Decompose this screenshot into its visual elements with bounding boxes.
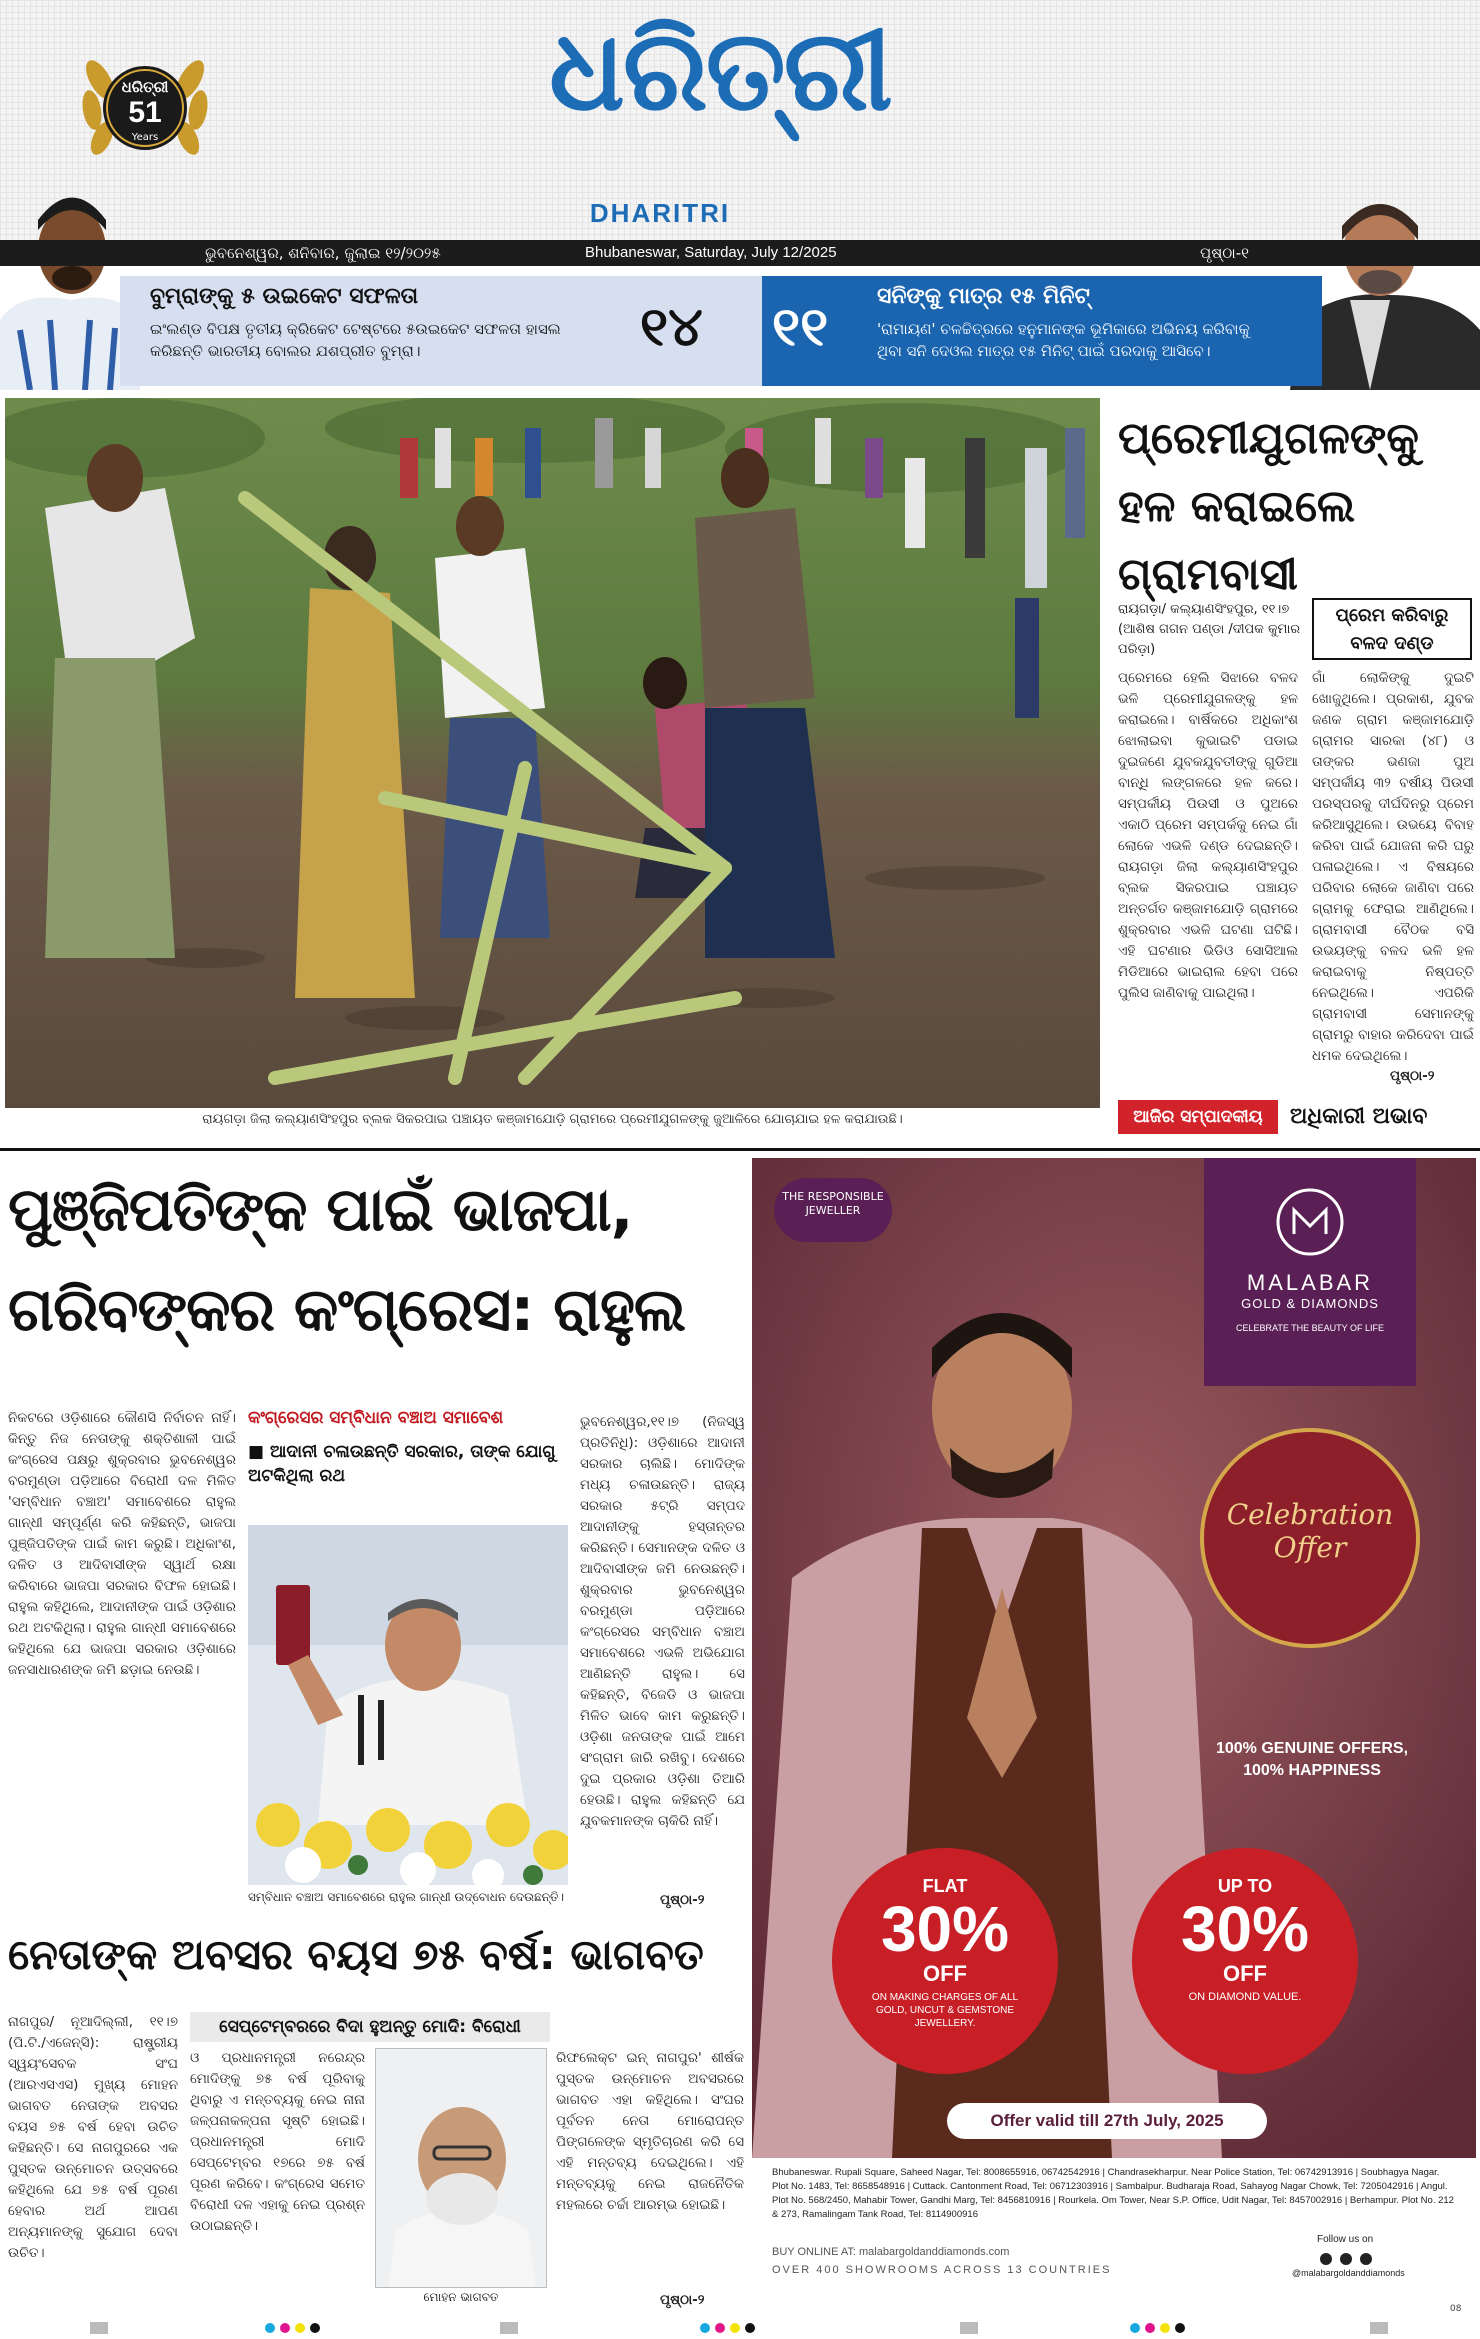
offer1-value: 30% [880,1893,1010,1965]
offer2-off: OFF [1223,1961,1267,1986]
brand-name: MALABAR [1246,1270,1374,1295]
newspaper-logo[interactable]: ଧରିତ୍ରୀ [549,6,891,136]
black-dot [1175,2323,1185,2333]
black-dot [745,2323,755,2333]
diamond-value-offer[interactable] [1132,1848,1358,2074]
teaser-bar [0,276,1480,386]
social-handle[interactable]: @malabargoldanddiamonds [1292,2268,1405,2278]
lead-story-continued[interactable]: ପୃଷ୍ଠା-୨ [660,1892,705,1908]
cyan-dot [1130,2323,1140,2333]
sports-teaser-text: ଇଂଲଣ୍ଡ ବିପକ୍ଷ ତୃତୀୟ କ୍ରିକେଟ ଟେଷ୍ଟରେ ୫ଉଇକେଟ ସଫଳତା ହାସଲ କରିଛନ୍ତି ଭାରତୀୟ ବୋଲର ଯଶପ୍ରୀତ ବୁମ୍ରା। [150,320,561,360]
genuine-line1: 100% GENUINE OFFERS, [1215,1740,1409,1757]
magenta-dot [280,2323,290,2333]
malabar-gold-ad[interactable] [752,1158,1476,2288]
celebration-line1: Celebration [1226,1498,1394,1531]
anniversary-number: 51 [128,96,162,129]
yellow-dot [1160,2323,1170,2333]
top-story-body-col2: ଗାଁ ଲୋକିଙ୍କୁ ଦୁଇଟି ଖୋଜୁଥିଲେ। ପ୍ରକାଶ, ଯୁବକ ଜଣକ ଗ୍ରାମ କଞ୍ଜାମଯୋଡ଼ି ଗ୍ରାମର ସାରକା (୪୮) ଓ ତାଙ୍କର ଭଣଜା ପୁଅ ସମ୍ପର୍କୀୟ ୩୨ ବର୍ଷୀୟ ପିଉସୀ ପରସ୍ପରକୁ ଦୀର୍ଘଦିନରୁ ପ୍ରେମ କରିଆସୁଥିଲେ। ଉଭୟେ ବିବାହ କରିବା ପାଇଁ ଯୋଜନା କରି ଘରୁ ପଳାଇଥିଲେ। ଏ ବିଷୟରେ ପରିବାର ଲୋକେ ଜାଣିବା ପରେ ଗ୍ରାମକୁ ଫେରାଇ ଆଣିଥିଲେ। ଗ୍ରାମବାସୀ ବୈଠକ ବସି ଉଭୟଙ୍କୁ ବଳଦ ଭଳି ହଳ କରାଇବାକୁ ନିଷ୍ପତ୍ତି ନେଇଥିଲେ। ଏପରିକି ଗ୍ରାମବାସୀ ସେମାନଙ୍କୁ ଗ୍ରାମରୁ ବାହାର କରିଦେବା ପାଇଁ ଧମକ ଦେଇଥିଲେ। [1312,670,1474,1063]
top-story-body-col1: ପ୍ରେମରେ ହେଲି ସିଝାରେ ବଳଦ ଭଳି ପ୍ରେମୀଯୁଗଳଙ୍କୁ ହଳ କରାଇଲେ। ବାର୍ଷିକରେ ଅଧିକାଂଶ ଝୋଲାଇବା କୁଭାଇଟି ପଡାଇ ଦୁଇଜଣେ ଯୁବକଯୁବତୀଙ୍କୁ ଗୁଡିଆ ବାନ୍ଧି ଲଙ୍ଗଳରେ ହଳ କରେ। ସମ୍ପର୍କୀୟ ପିଉସୀ ଓ ପୁଅରେ ଏକାଠି ପ୍ରେମ ସମ୍ପର୍କକୁ ନେଇ ଗାଁ ଲୋକେ ଏଭଳି ଦଣ୍ଡ ଦେଇଛନ୍ତି। ରାୟଗଡ଼ା ଜିଲା କଲ୍ୟାଣସିଂହପୁର ବ୍ଲକ ସିକରପାଇ ପଞ୍ଚାୟତ ଅନ୍ତର୍ଗତ କଞ୍ଜାମଯୋଡ଼ି ଗ୍ରାମରେ ଶୁକ୍ରବାର ଏଭଳି ଘଟଣା ଘଟିଛି। ଏହି ଘଟଣାର ଭିଡିଓ ସୋସିଆଲ ମିଡିଆରେ ଭାଇରାଲ ହେବା ପରେ ପୁଲିସ ଜାଣିବାକୁ ପାଇଥିଲା। [1118,670,1298,1001]
print-registration-marks [0,2304,1480,2339]
cyan-dot [265,2323,275,2333]
top-story-photo-caption: ରାୟଗଡ଼ା ଜିଲା କଲ୍ୟାଣସିଂହପୁର ବ୍ଲକ ସିକରପାଇ ପଞ୍ଚାୟତ କଞ୍ଜାମଯୋଡ଼ି ଗ୍ରାମରେ ପ୍ରେମୀଯୁଗଳଙ୍କୁ ଜୁଆଳିରେ ଯୋଚାଯାଇ ହଳ କରାଯାଉଛି। [202,1112,903,1127]
rahul-gandhi-photo [248,1525,568,1885]
anniversary-years: Years [131,132,159,143]
store-addresses: Bhubaneswar. Rupali Square, Saheed Nagar, Tel: 8008655916, 06742542916 | Chandrasekharpur. Near Police Station, Tel: 06742913916 | Soubhagya Nagar. Plot No. 1483, Tel: 8658548916 | Cuttack. Cantonment Road, Tel: 06712303916 | Sambalpur. Budharaja Road, Sahayog Nagar Chowk, Tel: 7205042916 | Angul. Plot No. 568/2450, Mahabir Tower, Gandhi Marg, Tel: 8456810916 | Rourkela. Om Tower, Near S.P. Office, Udit Nagar, Tel: 8457002916 | Berhampur. Plot No. 212 & 273, Ramalingam Tank Road, Tel: 8114900916 [772,2167,1454,2220]
registration-square [90,2322,108,2334]
page-code: 08 [1450,2304,1462,2314]
showrooms-text: OVER 400 SHOWROOMS ACROSS 13 COUNTRIES [772,2264,1112,2276]
magenta-dot [1145,2323,1155,2333]
lead-story-subhead: ■ ଆଦାନୀ ଚଳାଉଛନ୍ତି ସରକାର, ତାଙ୍କ ଯୋଗୁ ଅଟକିଥିଲା ରଥ [248,1442,556,1486]
editorial-label: ଆଜିର ସମ୍ପାଦକୀୟ [1118,1100,1278,1134]
yellow-dot [295,2323,305,2333]
film-teaser-page: ୧୧ [772,295,829,358]
celebration-offer-badge [1200,1428,1420,1648]
instagram-icon[interactable] [1340,2253,1352,2265]
offer2-value: 30% [1180,1893,1310,1965]
brand-tagline: CELEBRATE THE BEAUTY OF LIFE [1235,1323,1385,1333]
lead-headline-line1: ପୁଞ୍ଜିପତିଙ୍କ ପାଇଁ ଭାଜପା, [8,1175,633,1245]
yellow-dot [730,2323,740,2333]
top-story-photo [5,398,1100,1108]
responsible-jeweller-badge: THE RESPONSIBLE JEWELLER [774,1178,892,1242]
dateline-bar [0,240,1480,266]
black-dot [310,2323,320,2333]
follow-us-text: Follow us on [1317,2234,1374,2245]
celebration-line2: Offer [1273,1531,1347,1564]
anniversary-badge [70,40,220,170]
top-story-subhead: ପ୍ରେମ କରିବାରୁ ବଳଦ ଦଣ୍ଡ [1312,598,1472,660]
offer1-desc: ON MAKING CHARGES OF ALL GOLD, UNCUT & GEMSTONE JEWELLERY. [871,1992,1019,2029]
film-teaser-headline: ସନିଙ୍କୁ ମାତ୍ର ୧୫ ମିନିଟ୍ [877,284,1090,309]
rahul-photo-caption: ସମ୍ବିଧାନ ବଞ୍ଚାଅ ସମାବେଶରେ ରାହୁଲ ଗାନ୍ଧୀ ଉଦ୍‌ବୋଧନ ଦେଉଛନ୍ତି। [248,1890,565,1904]
second-story-body-col1: ନାଗପୁର/ ନୂଆଦିଲ୍ଲୀ, ୧୧।୭ (ପି.ଟି./ଏଜେନ୍ସି): ରାଷ୍ଟ୍ରୀୟ ସ୍ୱୟଂସେବକ ସଂଘ (ଆରଏସଏସ) ମୁଖ୍ୟ ମୋହନ ଭାଗବତ ନେତାଙ୍କ ଅବସର ବୟସ ୭୫ ବର୍ଷ ହେବା ଉଚିତ କହିଛନ୍ତି। ସେ ନାଗପୁରରେ ଏକ ପୁସ୍ତକ ଉନ୍ମୋଚନ ଉତ୍ସବରେ କହିଥିଲେ ଯେ ୭୫ ବର୍ଷ ପୂରଣ ହେବାର ଅର୍ଥ ଆପଣ ଅନ୍ୟମାନଙ୍କୁ ସୁଯୋଗ ଦେବା ଉଚିତ। [8,2014,178,2261]
lead-story-headline[interactable] [8,1160,743,1360]
lead-headline-line2: ଗରିବଙ୍କର କଂଗ୍ରେସ: ରାହୁଲ [8,1275,686,1345]
page-number: ପୃଷ୍ଠା-୧ [1200,244,1249,262]
brand-sub: GOLD & DIAMONDS [1241,1296,1379,1311]
divider [0,1148,1480,1151]
offer1-top: FLAT [922,1876,968,1896]
second-story-continued[interactable]: ପୃଷ୍ଠା-୨ [660,2292,705,2308]
second-story-body-col2: ଓ ପ୍ରଧାନମନ୍ତ୍ରୀ ନରେନ୍ଦ୍ର ମୋଦିଙ୍କୁ ୭୫ ବର୍ଷ ପୂରିବାକୁ ଥିବାରୁ ଏ ମନ୍ତବ୍ୟକୁ ନେଇ ନାନା ଜଳ୍ପନାକଳ୍ପନା ସୃଷ୍ଟି ହୋଇଛି। ପ୍ରଧାନମନ୍ତ୍ରୀ ମୋଦି ସେପ୍ଟେମ୍ବର ୧୭ରେ ୭୫ ବର୍ଷ ପୂରଣ କରିବେ। କଂଗ୍ରେସ ସମେତ ବିରୋଧୀ ଦଳ ଏହାକୁ ନେଇ ପ୍ରଶ୍ନ ଉଠାଇଛନ୍ତି। [190,2050,365,2234]
registration-square [1370,2322,1388,2334]
registration-square [960,2322,978,2334]
offer-validity: Offer valid till 27th July, 2025 [947,2103,1267,2139]
dateline-english: Bhubaneswar, Saturday, July 12/2025 [585,244,837,261]
editorial-strip[interactable] [1118,1100,1478,1134]
top-story-byline: ରାୟଗଡ଼ା/ କଲ୍ୟାଣସିଂହପୁର, ୧୧।୭ (ଆଶିଷ ଗଗନ ପଣ୍ଡା /ଦୀପକ କୁମାର ପରିଡ଼ା) [1118,602,1301,657]
newspaper-logo-latin: DHARITRI [589,198,731,228]
top-story-headline[interactable]: ପ୍ରେମୀଯୁଗଳଙ୍କୁ ହଳ କରାଇଲେ ଗ୍ରାମବାସୀ [1118,413,1419,600]
film-teaser[interactable] [762,276,1322,386]
film-teaser-text: 'ରାମାୟଣ' ଚଳଚ୍ଚିତ୍ରରେ ହନୁମାନଙ୍କ ଭୂମିକାରେ ଅଭିନୟ କରିବାକୁ ଥିବା ସନି ଦେଓଲ ମାତ୍ର ୧୫ ମିନିଟ୍ ପାଇଁ ପରଦାକୁ ଆସିବେ। [877,320,1250,360]
offer2-desc: ON DIAMOND VALUE. [1188,1991,1302,2003]
offer1-off: OFF [923,1961,967,1986]
malabar-logo-icon [1274,1186,1346,1258]
editorial-title: ଅଧିକାରୀ ଅଭାବ [1290,1104,1428,1129]
bhagwat-photo-caption: ମୋହନ ଭାଗବତ [423,2290,499,2304]
malabar-brand-box[interactable] [1204,1158,1416,1386]
lead-story-body-col2: ଭୁବନେଶ୍ୱର,୧୧।୭ (ନିଜସ୍ୱ ପ୍ରତିନିଧି): ଓଡ଼ିଶାରେ ଆଦାନୀ ସରକାର ଚାଲିଛି। ମୋଦିଙ୍କ ମଧ୍ୟ ଚଳାଉଛନ୍ତି। ରାଜ୍ୟ ସରକାର ୫ଟ୍ରି ସମ୍ପଦ ଆଦାନୀଙ୍କୁ ହସ୍ତାନ୍ତର କରିଛନ୍ତି। ସେମାନଙ୍କ ଦଳିତ ଓ ଆଦିବାସୀଙ୍କ ଜମି ନେଉଛନ୍ତି। ଶୁକ୍ରବାର ଭୁବନେଶ୍ୱର ବରମୁଣ୍ଡା ପଡ଼ିଆରେ କଂଗ୍ରେସର ସମ୍ବିଧାନ ବଞ୍ଚାଅ ସମାବେଶରେ ଏଭଳି ଅଭିଯୋଗ ଆଣିଛନ୍ତି ରାହୁଲ। ସେ କହିଛନ୍ତି, ବିଜେଡି ଓ ଭାଜପା ମିଳିତ ଭାବେ କାମ କରୁଛନ୍ତି। ଓଡ଼ିଶା ଜନତାଙ୍କ ପାଇଁ ଆମେ ସଂଗ୍ରାମ ଜାରି ରଖିବୁ। ଦେଶରେ ଦୁଇ ପ୍ରକାର ଓଡ଼ିଶା ତିଆରି ହେଉଛି। ରାହୁଲ କହିଛନ୍ତି ଯେ ଯୁବକମାନଙ୍କ ଚାକିରି ନାହିଁ। [580,1414,745,1829]
second-story-body-col3: ରିଫଲେକ୍ଟ ଇନ୍ ନାଗପୁର' ଶୀର୍ଷକ ପୁସ୍ତକ ଉନ୍ମୋଚନ ଅବସରରେ ଭାଗବତ ଏହା କହିଥିଲେ। ସଂଘର ପୂର୍ବତନ ନେତା ମୋରୋପନ୍ତ ପିଙ୍ଗଳେଙ୍କ ସ୍ମୃତିଚାରଣ କରି ସେ ଏହି ମନ୍ତବ୍ୟ ଦେଇଥିଲେ। ଏହି ମନ୍ତବ୍ୟକୁ ନେଇ ରାଜନୈତିକ ମହଲରେ ଚର୍ଚ୍ଚା ଆରମ୍ଭ ହୋଇଛି। [556,2050,744,2213]
buy-online-text[interactable]: BUY ONLINE AT: malabargoldanddiamonds.com [772,2246,1010,2258]
genuine-offers-text [1192,1738,1432,1782]
registration-square [500,2322,518,2334]
making-charges-offer[interactable] [832,1848,1058,2074]
ad-store-footer [752,2158,1476,2288]
sports-teaser[interactable] [120,276,762,386]
second-story-headline[interactable]: ନେତାଙ୍କ ଅବସର ବୟସ ୭୫ ବର୍ଷ: ଭାଗବତ [8,1930,704,1979]
mohan-bhagwat-photo [375,2048,547,2288]
magenta-dot [715,2323,725,2333]
lead-story-kicker: କଂଗ୍ରେସର ସମ୍ବିଧାନ ବଞ୍ଚାଅ ସମାବେଶ [248,1408,504,1428]
facebook-icon[interactable] [1320,2253,1332,2265]
sports-teaser-headline: ବୁମ୍ରାଙ୍କୁ ୫ ଉଇକେଟ ସଫଳତା [150,284,419,309]
youtube-icon[interactable] [1360,2253,1372,2265]
anniversary-label: ଧରିତ୍ରୀ [121,78,169,96]
lead-story-body-col1: ନିକଟରେ ଓଡ଼ିଶାରେ କୌଣସି ନିର୍ବାଚନ ନାହିଁ। କିନ୍ତୁ ନିଜ ନେତାଙ୍କୁ ଶକ୍ତିଶାଳୀ ପାଇଁ କଂଗ୍ରେସ ପକ୍ଷରୁ ଶୁକ୍ରବାର ଭୁବନେଶ୍ୱର ବରମୁଣ୍ଡା ପଡ଼ିଆରେ ବିରୋଧୀ ଦଳ ମିଳିତ 'ସମ୍ବିଧାନ ବଞ୍ଚାଅ' ସମାବେଶରେ ରାହୁଲ ଗାନ୍ଧୀ ସମ୍ପୂର୍ଣ୍ଣ କରି କହିଛନ୍ତି, ଭାଜପା ପୁଞ୍ଜିପତିଙ୍କ ପାଇଁ କାମ କରୁଛି। ଅଧିକାଂଶ, ଦଳିତ ଓ ଆଦିବାସୀଙ୍କ ସ୍ୱାର୍ଥ ରକ୍ଷା କରିବାରେ ଭାଜପା ସରକାର ବିଫଳ ହୋଇଛି। ରାହୁଲ କହିଥିଲେ, ଆଦାନୀଙ୍କ ପାଇଁ ଓଡ଼ିଶାର ରଥ ଅଟକିଥିଲା। ରାହୁଲ ଗାନ୍ଧୀ ସମାବେଶରେ କହିଥିଲେ ଯେ ଭାଜପା ସରକାର ଓଡ଼ିଶାରେ ଜନସାଧାରଣଙ୍କ ଜମି ଛଡ଼ାଇ ନେଉଛି। [8,1410,236,1678]
social-icons[interactable] [1320,2250,1372,2269]
cyan-dot [700,2323,710,2333]
offer2-top: UP TO [1217,1876,1273,1896]
genuine-line2: 100% HAPPINESS [1243,1762,1381,1779]
second-story-subhead: ସେପ୍ଟେମ୍ବରରେ ବିଦା ହୁଅନ୍ତୁ ମୋଦି: ବିରୋଧୀ [190,2012,550,2042]
dateline-odia: ଭୁବନେଶ୍ୱର, ଶନିବାର, ଜୁଲାଇ ୧୨/୨୦୨୫ [205,244,441,262]
top-story-continued[interactable]: ପୃଷ୍ଠା-୨ [1390,1068,1435,1084]
sports-teaser-page: ୧୪ [640,295,703,358]
